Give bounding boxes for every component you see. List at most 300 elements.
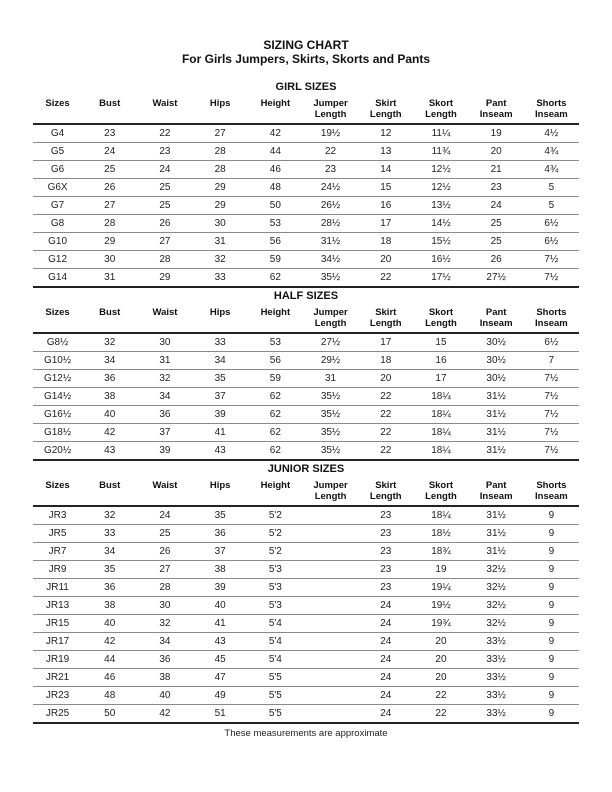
table-cell: 56 — [248, 352, 303, 370]
table-cell: 24 — [358, 615, 413, 633]
table-cell: 36 — [82, 370, 137, 388]
table-row — [33, 215, 579, 233]
table-cell: 4½ — [524, 124, 579, 143]
column-header: Hips — [193, 305, 248, 333]
table-row — [33, 161, 579, 179]
table-cell: 34 — [82, 352, 137, 370]
table-cell: 25 — [82, 161, 137, 179]
table-cell: 45 — [193, 651, 248, 669]
table-cell: 20 — [413, 633, 468, 651]
table-cell — [303, 506, 358, 525]
table-cell: 31½ — [303, 233, 358, 251]
table-cell: JR9 — [33, 561, 82, 579]
table-row — [33, 561, 579, 579]
table-cell: G8 — [33, 215, 82, 233]
table-row — [33, 543, 579, 561]
table-cell: 19¾ — [413, 615, 468, 633]
table-cell: G5 — [33, 143, 82, 161]
table-cell: 34 — [137, 633, 192, 651]
table-cell: 5 — [524, 179, 579, 197]
table-cell: 22 — [358, 442, 413, 461]
table-cell: G6 — [33, 161, 82, 179]
table-cell: 32½ — [469, 597, 524, 615]
table-cell: 6½ — [524, 215, 579, 233]
table-cell: 23 — [358, 506, 413, 525]
table-cell: 27½ — [303, 333, 358, 352]
column-header: Bust — [82, 305, 137, 333]
table-cell: 62 — [248, 424, 303, 442]
table-cell: 7½ — [524, 424, 579, 442]
table-cell: 31½ — [469, 543, 524, 561]
table-cell: JR21 — [33, 669, 82, 687]
table-cell: 41 — [193, 615, 248, 633]
table-cell: 30½ — [469, 370, 524, 388]
table-cell: 30½ — [469, 333, 524, 352]
table-cell: 24 — [358, 597, 413, 615]
table-cell: 24 — [358, 687, 413, 705]
table-cell: G12 — [33, 251, 82, 269]
table-cell — [303, 705, 358, 724]
table-cell: 36 — [193, 525, 248, 543]
table-cell: 24 — [82, 143, 137, 161]
table-cell: 5'5 — [248, 705, 303, 724]
table-cell: 37 — [137, 424, 192, 442]
table-cell: 15 — [358, 179, 413, 197]
table-cell: 33½ — [469, 669, 524, 687]
table-cell: 43 — [82, 442, 137, 461]
table-row — [33, 406, 579, 424]
table-cell: 28 — [137, 251, 192, 269]
table-cell: 42 — [82, 633, 137, 651]
table-cell: 62 — [248, 388, 303, 406]
table-cell: 36 — [137, 651, 192, 669]
table-cell: 19 — [469, 124, 524, 143]
table-cell: 24 — [469, 197, 524, 215]
table-cell: 35½ — [303, 388, 358, 406]
table-cell: 34 — [193, 352, 248, 370]
table-cell: 59 — [248, 251, 303, 269]
table-cell: 12 — [358, 124, 413, 143]
table-cell: 18 — [358, 352, 413, 370]
table-cell: 18¼ — [413, 388, 468, 406]
table-cell: 59 — [248, 370, 303, 388]
table-cell: 9 — [524, 705, 579, 724]
table-cell: 9 — [524, 651, 579, 669]
table-cell: 33 — [193, 333, 248, 352]
table-cell: JR19 — [33, 651, 82, 669]
table-cell: 27½ — [469, 269, 524, 288]
table-cell: 25 — [137, 197, 192, 215]
table-cell: 22 — [358, 424, 413, 442]
section-girl-sizes — [33, 79, 579, 288]
table-cell: 24 — [358, 633, 413, 651]
table-cell: 23 — [358, 561, 413, 579]
table-cell: 17 — [358, 333, 413, 352]
table-row — [33, 633, 579, 651]
column-header: Sizes — [33, 478, 82, 506]
table-cell: 46 — [248, 161, 303, 179]
table-cell: 7 — [524, 352, 579, 370]
girl-sizes-table — [33, 96, 579, 288]
half-sizes-table — [33, 305, 579, 461]
table-row — [33, 233, 579, 251]
table-cell: 5'5 — [248, 669, 303, 687]
table-cell: 13 — [358, 143, 413, 161]
table-cell: 13½ — [413, 197, 468, 215]
column-header: Pant Inseam — [469, 96, 524, 124]
table-cell: 32 — [137, 615, 192, 633]
table-cell: 50 — [248, 197, 303, 215]
table-cell: 40 — [137, 687, 192, 705]
table-cell: G18½ — [33, 424, 82, 442]
column-header: Height — [248, 478, 303, 506]
table-cell — [303, 543, 358, 561]
table-cell: 5'2 — [248, 506, 303, 525]
column-header: Pant Inseam — [469, 305, 524, 333]
table-cell: 30½ — [469, 352, 524, 370]
table-cell: 15 — [413, 333, 468, 352]
table-cell: 17½ — [413, 269, 468, 288]
table-cell: JR25 — [33, 705, 82, 724]
table-cell: 18¼ — [413, 424, 468, 442]
table-cell: 32 — [137, 370, 192, 388]
table-cell: 26 — [82, 179, 137, 197]
table-cell: 30 — [137, 597, 192, 615]
column-header: Waist — [137, 305, 192, 333]
table-cell: 9 — [524, 597, 579, 615]
table-cell: G12½ — [33, 370, 82, 388]
table-cell: 30 — [82, 251, 137, 269]
table-cell: 31½ — [469, 388, 524, 406]
table-cell: 34½ — [303, 251, 358, 269]
table-row — [33, 597, 579, 615]
table-cell: 5'4 — [248, 615, 303, 633]
table-cell: 24 — [137, 161, 192, 179]
table-cell: 9 — [524, 506, 579, 525]
table-cell: 22 — [358, 406, 413, 424]
column-header: Skort Length — [413, 96, 468, 124]
table-cell: 27 — [82, 197, 137, 215]
table-cell: 35 — [82, 561, 137, 579]
table-cell: 40 — [193, 597, 248, 615]
table-cell: 20 — [469, 143, 524, 161]
table-row — [33, 442, 579, 461]
table-cell: 56 — [248, 233, 303, 251]
table-cell: 16½ — [413, 251, 468, 269]
page-title: SIZING CHART — [263, 38, 349, 52]
table-cell: 17 — [358, 215, 413, 233]
table-cell: 9 — [524, 579, 579, 597]
table-cell: 22 — [303, 143, 358, 161]
table-cell: 35½ — [303, 406, 358, 424]
table-cell: 53 — [248, 215, 303, 233]
table-cell: 5'5 — [248, 687, 303, 705]
table-cell: 24 — [137, 506, 192, 525]
table-cell: G14 — [33, 269, 82, 288]
table-cell: G10½ — [33, 352, 82, 370]
table-cell: 19¼ — [413, 579, 468, 597]
table-cell: 23 — [358, 543, 413, 561]
table-cell: 14½ — [413, 215, 468, 233]
table-cell: 24 — [358, 705, 413, 724]
table-cell: 35 — [193, 370, 248, 388]
table-cell: 12½ — [413, 161, 468, 179]
column-header: Skirt Length — [358, 305, 413, 333]
table-cell: 22 — [358, 388, 413, 406]
table-cell: 33 — [82, 525, 137, 543]
table-cell: 36 — [137, 406, 192, 424]
table-cell — [303, 525, 358, 543]
table-row — [33, 579, 579, 597]
table-cell: 19½ — [303, 124, 358, 143]
table-cell: 22 — [413, 687, 468, 705]
table-cell: 23 — [137, 143, 192, 161]
column-header: Skirt Length — [358, 96, 413, 124]
table-cell: 32½ — [469, 579, 524, 597]
table-cell: 38 — [82, 388, 137, 406]
table-row — [33, 669, 579, 687]
table-cell: 51 — [193, 705, 248, 724]
table-cell: G10 — [33, 233, 82, 251]
table-cell: 7½ — [524, 442, 579, 461]
table-cell — [303, 561, 358, 579]
table-cell: 7½ — [524, 370, 579, 388]
column-header: Bust — [82, 478, 137, 506]
table-row — [33, 352, 579, 370]
table-cell: JR15 — [33, 615, 82, 633]
table-cell: 4¾ — [524, 143, 579, 161]
junior-sizes-table — [33, 478, 579, 724]
table-cell: 27 — [137, 561, 192, 579]
table-cell: 29½ — [303, 352, 358, 370]
table-cell: 6½ — [524, 233, 579, 251]
table-cell: 25 — [469, 233, 524, 251]
table-cell: 33½ — [469, 633, 524, 651]
section-junior-sizes — [33, 461, 579, 724]
table-cell — [303, 597, 358, 615]
table-cell: 26 — [137, 543, 192, 561]
table-row — [33, 615, 579, 633]
section-heading-girl-sizes: GIRL SIZES — [275, 81, 337, 93]
table-cell: JR17 — [33, 633, 82, 651]
table-cell: 18½ — [413, 525, 468, 543]
table-cell: 31½ — [469, 406, 524, 424]
table-cell: 22 — [358, 269, 413, 288]
table-cell: 11¾ — [413, 143, 468, 161]
table-cell: 38 — [137, 669, 192, 687]
table-row — [33, 424, 579, 442]
table-row — [33, 269, 579, 288]
table-cell: 39 — [193, 406, 248, 424]
table-cell: 34 — [137, 388, 192, 406]
table-row — [33, 506, 579, 525]
table-cell — [303, 651, 358, 669]
table-cell: 26 — [137, 215, 192, 233]
column-header: Jumper Length — [303, 96, 358, 124]
table-cell: 28 — [82, 215, 137, 233]
table-cell: 21 — [469, 161, 524, 179]
table-cell: 20 — [358, 370, 413, 388]
table-cell: 22 — [413, 705, 468, 724]
table-row — [33, 651, 579, 669]
table-cell: 53 — [248, 333, 303, 352]
table-cell: 49 — [193, 687, 248, 705]
table-cell: G4 — [33, 124, 82, 143]
header-row — [33, 305, 579, 333]
table-cell: 33½ — [469, 651, 524, 669]
table-cell: 43 — [193, 442, 248, 461]
table-cell: 37 — [193, 388, 248, 406]
table-cell: 38 — [193, 561, 248, 579]
table-row — [33, 143, 579, 161]
table-cell: 29 — [82, 233, 137, 251]
table-cell: 18¼ — [413, 506, 468, 525]
table-cell: JR7 — [33, 543, 82, 561]
column-header: Height — [248, 305, 303, 333]
table-cell: 9 — [524, 687, 579, 705]
table-cell: 33 — [193, 269, 248, 288]
table-cell: 22 — [137, 124, 192, 143]
table-cell: 46 — [82, 669, 137, 687]
table-cell: G16½ — [33, 406, 82, 424]
table-cell: 19½ — [413, 597, 468, 615]
table-cell: 29 — [193, 179, 248, 197]
column-header: Sizes — [33, 96, 82, 124]
header-row — [33, 478, 579, 506]
table-cell: 9 — [524, 543, 579, 561]
table-row — [33, 197, 579, 215]
table-cell: 30 — [193, 215, 248, 233]
table-row — [33, 333, 579, 352]
table-cell: 36 — [82, 579, 137, 597]
table-cell: 9 — [524, 633, 579, 651]
table-cell: 16 — [358, 197, 413, 215]
table-row — [33, 179, 579, 197]
table-cell: 27 — [137, 233, 192, 251]
column-header: Hips — [193, 478, 248, 506]
table-cell: 28 — [137, 579, 192, 597]
table-cell: 18¼ — [413, 442, 468, 461]
section-heading-half-sizes: HALF SIZES — [273, 290, 339, 302]
table-cell: 28 — [193, 143, 248, 161]
column-header: Waist — [137, 478, 192, 506]
table-cell: 24 — [358, 651, 413, 669]
header-row — [33, 96, 579, 124]
table-cell: 18¾ — [413, 543, 468, 561]
table-cell: 39 — [137, 442, 192, 461]
table-cell: 7½ — [524, 251, 579, 269]
table-row — [33, 370, 579, 388]
table-cell: 31 — [303, 370, 358, 388]
table-cell: 20 — [358, 251, 413, 269]
table-cell: JR23 — [33, 687, 82, 705]
column-header: Skort Length — [413, 305, 468, 333]
column-header: Bust — [82, 96, 137, 124]
table-cell: JR11 — [33, 579, 82, 597]
table-cell: 23 — [358, 579, 413, 597]
table-cell: 35½ — [303, 269, 358, 288]
table-cell: 5'3 — [248, 597, 303, 615]
column-header: Sizes — [33, 305, 82, 333]
table-cell: 31½ — [469, 442, 524, 461]
table-cell: 41 — [193, 424, 248, 442]
footer-note: These measurements are approximate — [224, 728, 388, 739]
table-cell: 18 — [358, 233, 413, 251]
table-cell — [303, 579, 358, 597]
table-cell: 14 — [358, 161, 413, 179]
table-cell: 25 — [137, 179, 192, 197]
table-row — [33, 705, 579, 724]
table-cell: 7½ — [524, 406, 579, 424]
table-cell: G14½ — [33, 388, 82, 406]
section-half-sizes — [33, 288, 579, 461]
table-cell: 5'4 — [248, 651, 303, 669]
table-cell: 35½ — [303, 442, 358, 461]
table-cell: 25 — [469, 215, 524, 233]
table-cell: 23 — [469, 179, 524, 197]
table-cell: 62 — [248, 269, 303, 288]
table-cell: 33½ — [469, 687, 524, 705]
table-cell: 24 — [358, 669, 413, 687]
table-cell: 19 — [413, 561, 468, 579]
table-cell: JR3 — [33, 506, 82, 525]
table-cell: 5'2 — [248, 525, 303, 543]
table-cell: 5 — [524, 197, 579, 215]
column-header: Height — [248, 96, 303, 124]
table-cell: 31½ — [469, 506, 524, 525]
column-header: Skort Length — [413, 478, 468, 506]
table-cell: 32 — [193, 251, 248, 269]
table-cell: 62 — [248, 406, 303, 424]
page-subtitle: For Girls Jumpers, Skirts, Skorts and Pants — [181, 52, 431, 66]
table-cell: G6X — [33, 179, 82, 197]
table-cell: 50 — [82, 705, 137, 724]
table-cell: 20 — [413, 669, 468, 687]
table-cell: 42 — [137, 705, 192, 724]
table-cell — [303, 687, 358, 705]
table-cell: 9 — [524, 669, 579, 687]
table-cell: JR5 — [33, 525, 82, 543]
table-cell: JR13 — [33, 597, 82, 615]
table-cell: 47 — [193, 669, 248, 687]
table-cell: 35 — [193, 506, 248, 525]
table-row — [33, 251, 579, 269]
column-header: Shorts Inseam — [524, 96, 579, 124]
table-cell: 39 — [193, 579, 248, 597]
table-cell: 34 — [82, 543, 137, 561]
table-cell — [303, 615, 358, 633]
table-cell: 32½ — [469, 615, 524, 633]
table-cell: 5'3 — [248, 579, 303, 597]
table-cell: 31 — [193, 233, 248, 251]
table-cell: 37 — [193, 543, 248, 561]
table-cell: 31 — [137, 352, 192, 370]
table-cell: 30 — [137, 333, 192, 352]
table-cell: 27 — [193, 124, 248, 143]
column-header: Jumper Length — [303, 478, 358, 506]
table-cell: 5'4 — [248, 633, 303, 651]
table-cell: 23 — [358, 525, 413, 543]
table-cell: 31½ — [469, 525, 524, 543]
table-cell: G20½ — [33, 442, 82, 461]
table-cell: 43 — [193, 633, 248, 651]
table-cell: 42 — [82, 424, 137, 442]
table-cell: 44 — [82, 651, 137, 669]
table-cell: 20 — [413, 651, 468, 669]
table-cell: 18¼ — [413, 406, 468, 424]
table-cell: 48 — [82, 687, 137, 705]
table-cell: 29 — [137, 269, 192, 288]
